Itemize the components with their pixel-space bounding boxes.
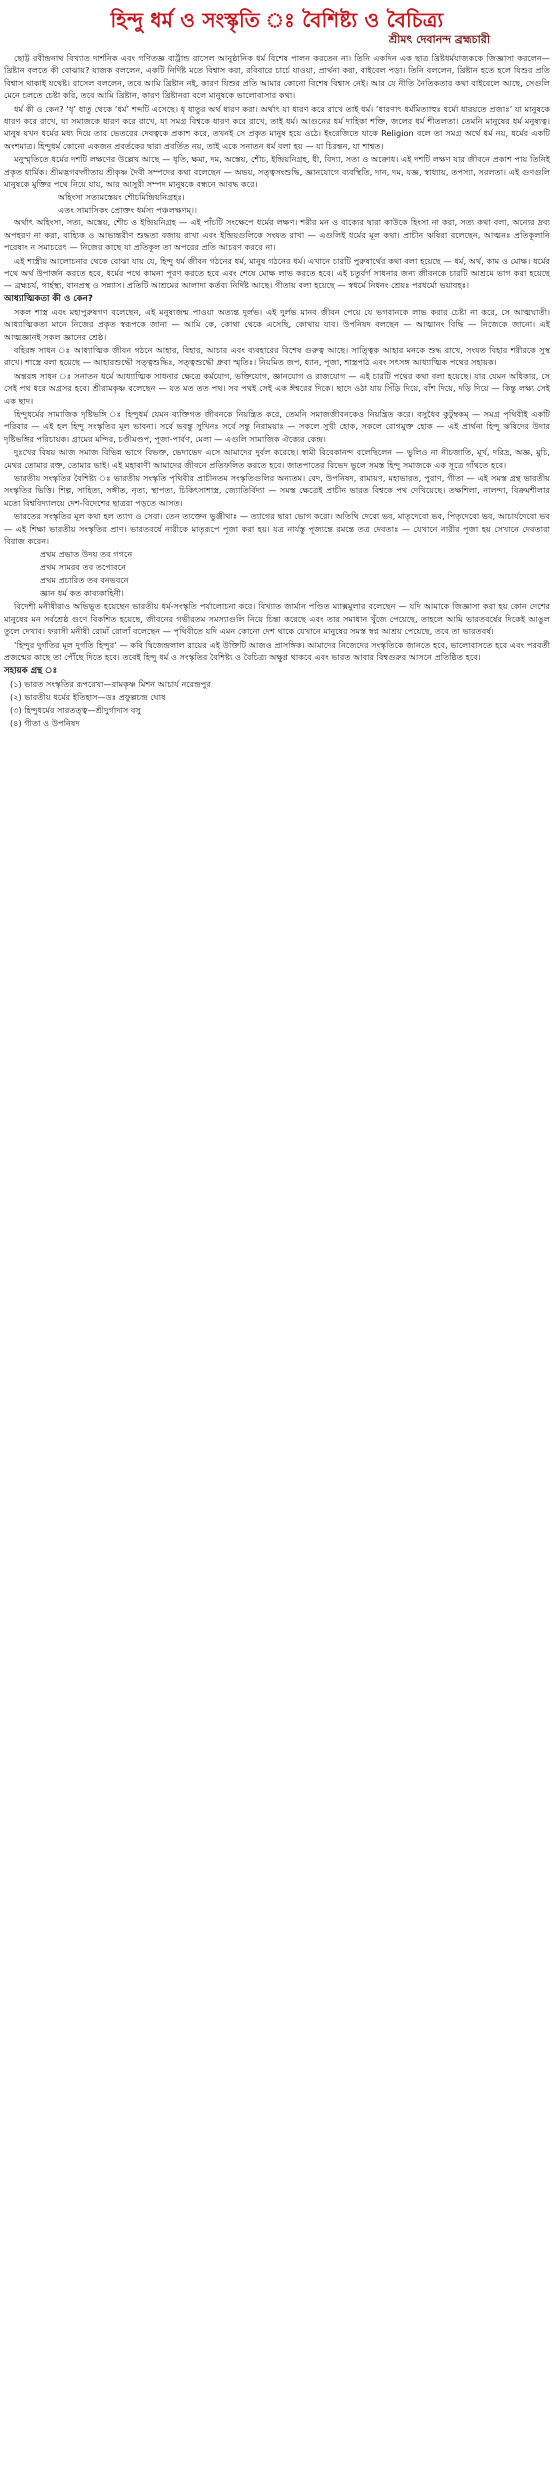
reference-item: (১) ভারত সংস্কৃতির রূপরেখা—রামকৃষ্ণ মিশন আচার্য নরেন্দ্রপুর xyxy=(10,679,211,690)
reference-item: (৩) হিন্দুধর্মের সারতত্ত্ব—শ্রীদুর্গাদাস বসু xyxy=(10,705,141,716)
article-author: শ্রীমৎ দেবানন্দ ব্রহ্মচারী xyxy=(388,33,490,46)
paragraph-intro: ছোট্ট রবীন্দ্রনাথ বিখ্যাত দার্শনিক এবং গণিতজ্ঞ বার্ট্রান্ড রাসেল আনুষ্ঠানিক ধর্ম বিশেষ পালন করতেন না। তিনি একদিন এক ছাত্র খ্রিষ্টধর্মযাজককে জিজ্ঞাসা করলেন—খ্রিষ্টান বলতে কী বোঝায়? যাজক বললেন, একটি নির্দিষ্ট মতে বিশ্বাস করা, রবিবারে চার্চে যাওয়া, প্রার্থনা করা, বাইবেল পড়া। তিনি বললেন, খ্রিষ্টান হতে হলে যিশুর প্রতি বিশ্বাস থাকাই যথেষ্ট। রাসেল বললেন, তবে আমি খ্রিষ্টান নই, কারণ যিশুর প্রতি আমার কোনো বিশেষ বিশ্বাস নেই। আর যে নীতি নৈতিকতার কথা বাইবেলে আছে, সেগুলি মেনে চলতে চেষ্টা করি, তবে আমি খ্রিষ্টান, কারণ খ্রিষ্টানরা বলে মানুষকে ভালোবাসার কথা। xyxy=(4,53,550,101)
paragraph-conclusion: ‘হিন্দুর দুর্গতির মূল দুর্গতি হিন্দুর’ — কবি দ্বিজেন্দ্রলাল রায়ের এই উক্তিটি আজও প্রাসঙ্গিক। আমাদের নিজেদের সংস্কৃতিকে জানতে হবে, ভালোবাসতে হবে এবং পরবর্তী প্রজন্মের কাছে তা পৌঁছে দিতে হবে। তবেই হিন্দু ধর্ম ও সংস্কৃতির বৈশিষ্ট্য ও বৈচিত্র্য অক্ষুণ্ণ থাকবে এবং ভারত আবার বিশ্বগুরুর আসনে প্রতিষ্ঠিত হবে। xyxy=(4,639,550,663)
poem-line-1: প্রথম প্রভাত উদয় তব গগনে xyxy=(40,549,133,560)
paragraph-purushartha: এই শাস্ত্রীয় আলোচনার থেকে বোঝা যায় যে, হিন্দু ধর্ম জীবন গঠনের ধর্ম, মানুষ গঠনের ধর্ম। এখানে চারটি পুরুষার্থের কথা বলা হয়েছে — ধর্ম, অর্থ, কাম ও মোক্ষ। ধর্মের পথে অর্থ উপার্জন করতে হবে, ধর্মের পথে কামনা পূরণ করতে হবে এবং শেষে মোক্ষ লাভ করতে হবে। এই চতুর্বর্গ সাধনার জন্য জীবনকে চারটি আশ্রমে ভাগ করা হয়েছে — ব্রহ্মচর্য, গার্হস্থ্য, বানপ্রস্থ ও সন্ন্যাস। প্রতিটি আশ্রমের আলাদা কর্তব্য নির্দিষ্ট আছে। গীতায় বলা হয়েছে — স্বধর্মে নিধনং শ্রেয়ঃ পরধর্মো ভয়াবহঃ। xyxy=(4,255,550,291)
paragraph-internal-practice: অন্তরঙ্গ সাধন ঃ সনাতন ধর্মে আধ্যাত্মিক সাধনার ক্ষেত্রে কর্মযোগ, ভক্তিযোগ, জ্ঞানযোগ ও রাজযোগ — এই চারটি পথের কথা বলা হয়েছে। যার যেমন অধিকার, সে সেই পথ ধরে অগ্রসর হবে। শ্রীরামকৃষ্ণ বলেছেন — যত মত তত পথ। সব পথই সেই এক ঈশ্বরের দিকে। ছাদে ওঠা যায় সিঁড়ি দিয়ে, বাঁশ দিয়ে, দড়ি দিয়ে — কিন্তু লক্ষ্য সেই এক ছাদ। xyxy=(4,370,550,406)
paragraph-external-practice: বহিরঙ্গ সাধন ঃ আধ্যাত্মিক জীবন গঠনে আহার, বিহার, আচার এবং ব্যবহারের বিশেষ গুরুত্ব আছে। সাত্ত্বিক আহার মনকে শুদ্ধ রাখে, সংযত বিহার শরীরকে সুস্থ রাখে। শাস্ত্রে বলা হয়েছে — আহারশুদ্ধৌ সত্ত্বশুদ্ধিঃ, সত্ত্বশুদ্ধৌ ধ্রুবা স্মৃতিঃ। নিয়মিত জপ, ধ্যান, পূজা, শাস্ত্রপাঠ এবং সৎসঙ্গ আধ্যাত্মিক পথের সহায়ক। xyxy=(4,344,550,368)
paragraph-sacrifice: ভারতের সংস্কৃতির মূল কথা হল ত্যাগ ও সেবা। তেন ত্যক্তেন ভুঞ্জীথাঃ — ত্যাগের দ্বারা ভোগ করো। অতিথি দেবো ভব, মাতৃদেবো ভব, পিতৃদেবো ভব, আচার্যদেবো ভব — এই শিক্ষা ভারতীয় সংস্কৃতির প্রাণ। ভারতবর্ষে নারীকে মাতৃরূপে পূজা করা হয়। যত্র নার্যস্তু পূজ্যন্তে রমন্তে তত্র দেবতাঃ — যেখানে নারীর পূজা হয় সেখানে দেবতারা বিরাজ করেন। xyxy=(4,511,550,547)
shloka-line-1: অহিংসা সত্যমস্তেয়ং শৌচমিন্দ্রিয়নিগ্রহঃ। xyxy=(58,192,185,203)
reference-item: (২) ভারতীয় ধর্মের ইতিহাস—ডঃ প্রফুল্লচন্দ্র ঘোষ xyxy=(10,692,166,703)
poem-line-2: প্রথম সামরব তব তপোবনে xyxy=(40,562,126,573)
article-title: হিন্দু ধর্ম ও সংস্কৃতি ঃ বৈশিষ্ট্য ও বৈচিত্র্য xyxy=(110,8,444,32)
paragraph-ahimsa: অর্থাৎ অহিংসা, সত্য, অস্তেয়, শৌচ ও ইন্দ্রিয়নিগ্রহ — এই পাঁচটি সংক্ষেপে ধর্মের লক্ষণ। শরীর মন ও বাক্যের দ্বারা কাউকে হিংসা না করা, সত্য কথা বলা, অন্যের দ্রব্য অপহরণ না করা, বাহ্যিক ও আভ্যন্তরীণ শুদ্ধতা বজায় রাখা এবং ইন্দ্রিয়গুলিকে সংযত রাখা — এগুলিই ধর্মের মূল কথা। প্রাচীন ঋষিরা বলেছেন, আত্মনঃ প্রতিকূলানি পরেষাং ন সমাচরেৎ — নিজের কাছে যা প্রতিকূল তা অপরের প্রতি আচরণ করবে না। xyxy=(4,217,550,253)
references-heading: সহায়ক গ্রন্থ ঃ xyxy=(4,666,58,677)
shloka-line-2: এতং সামাসিকং প্রোক্তং ধর্মস্য পঞ্চলক্ষণম্।। xyxy=(58,204,198,215)
section-heading-spirituality: আধ্যাত্মিকতা কী ও কেন? xyxy=(4,293,93,304)
poem-line-4: জ্ঞান ধর্ম কত কাব্যকাহিনী। xyxy=(40,588,124,599)
paragraph-culture: ভারতীয় সংস্কৃতির বৈশিষ্ট্য ঃ ভারতীয় সংস্কৃতি পৃথিবীর প্রাচীনতম সংস্কৃতিগুলির অন্যতম। বেদ, উপনিষদ, রামায়ণ, মহাভারত, পুরাণ, গীতা — এই সমস্ত গ্রন্থ ভারতীয় সংস্কৃতির ভিত্তি। শিল্প, সাহিত্য, সঙ্গীত, নৃত্য, স্থাপত্য, চিকিৎসাশাস্ত্র, জ্যোতির্বিদ্যা — সমস্ত ক্ষেত্রেই প্রাচীন ভারত বিশ্বকে পথ দেখিয়েছে। তক্ষশিলা, নালন্দা, বিক্রমশীলার মতো বিশ্ববিদ্যালয়ে দেশ-বিদেশের ছাত্ররা পড়তে আসত। xyxy=(4,473,550,508)
poem-line-3: প্রথম প্রচারিত তব বনভবনে xyxy=(40,575,129,586)
paragraph-social-unity: দুঃখের বিষয় আজ সমাজ বিভিন্ন ভাগে বিভক্ত, ভেদাভেদ এসে আমাদের দুর্বল করেছে। স্বামী বিবেকানন্দ বলেছিলেন — ভুলিও না নীচজাতি, মূর্খ, দরিদ্র, অজ্ঞ, মুচি, মেথর তোমার রক্ত, তোমার ভাই। এই মহাবাণী আমাদের জীবনে প্রতিফলিত করতে হবে। জাতপাতের বিভেদ ভুলে সমস্ত হিন্দু সমাজকে এক সূত্রে গাঁথতে হবে। xyxy=(4,447,550,470)
paragraph-manusmriti: মনুস্মৃতিতে ধর্মের দশটি লক্ষণের উল্লেখ আছে — ধৃতি, ক্ষমা, দম, অস্তেয়, শৌচ, ইন্দ্রিয়নিগ্রহ, ধী, বিদ্যা, সত্য ও অক্রোধ। এই দশটি লক্ষণ যার জীবনে প্রকাশ পায় তিনিই প্রকৃত ধার্মিক। শ্রীমদ্ভগবদ্গীতায় শ্রীকৃষ্ণ দৈবী সম্পদের কথা বলেছেন — অভয়, সত্ত্বসংশুদ্ধি, জ্ঞানযোগে ব্যবস্থিতি, দান, দম, যজ্ঞ, স্বাধ্যায়, তপস্যা, সরলতা। এই গুণগুলি মানুষকে মুক্তির পথে নিয়ে যায়, আর আসুরী সম্পদ মানুষকে বন্ধনে আবদ্ধ করে। xyxy=(4,154,550,190)
paragraph-dharma: ধর্ম কী ও কেন? ‘ধৃ’ ধাতু থেকে ‘ধর্ম’ শব্দটি এসেছে। ধৃ ধাতুর অর্থ ধারণ করা। অর্থাৎ যা ধারণ করে রাখে তাই ধর্ম। ‘ধারণাৎ ধর্মমিত্যাহুঃ ধর্মো ধারয়তে প্রজাঃ’ যা মানুষকে ধারণ করে রাখে, যা সমাজকে ধারণ করে রাখে, যা সমগ্র বিশ্বকে ধারণ করে রাখে, তাই ধর্ম। আগুনের ধর্ম দাহিকা শক্তি, জলের ধর্ম শীতলতা। তেমনি মানুষের ধর্ম মনুষ্যত্ব। মানুষ যখন ধর্মের মধ্য দিয়ে তার ভেতরের দেবত্বকে প্রকাশ করে, তখনই সে প্রকৃত মানুষ হয়ে ওঠে। ইংরেজিতে যাকে Religion বলে তা সমগ্র অর্থে ধর্ম নয়, ধর্মের একটি অংশমাত্র। হিন্দুধর্ম কোনো একজন প্রবর্তকের দ্বারা প্রবর্তিত নয়, তাই একে সনাতন ধর্ম বলা হয় — যা চিরন্তন, যা শাশ্বত। xyxy=(4,103,550,151)
paragraph-social-view: হিন্দুধর্মের সামাজিক দৃষ্টিভঙ্গি ঃ হিন্দুধর্ম যেমন ব্যক্তিগত জীবনকে নিয়ন্ত্রিত করে, তেমনি সমাজজীবনকেও নিয়ন্ত্রিত করে। বসুধৈব কুটুম্বকম্ — সমগ্র পৃথিবীই একটি পরিবার — এই হল হিন্দু সংস্কৃতির মূল ভাবনা। সর্বে ভবন্তু সুখিনঃ সর্বে সন্তু নিরাময়াঃ — সকলে সুখী হোক, সকলে রোগমুক্ত হোক — এই প্রার্থনা হিন্দু ঋষিদের উদার দৃষ্টিভঙ্গির পরিচায়ক। গ্রামের মন্দির, চণ্ডীমণ্ডপ, পূজা-পার্বণ, মেলা — এগুলি সামাজিক ঐক্যের কেন্দ্র। xyxy=(4,408,550,444)
paragraph-spirituality: সকল শাস্ত্র এবং মহাপুরুষগণ বলেছেন, এই মনুষ্যজন্ম পাওয়া অত্যন্ত দুর্লভ। এই দুর্লভ মানব জীবন পেয়ে যে ভগবানকে লাভ করার চেষ্টা না করে, সে আত্মঘাতী। আধ্যাত্মিকতা মানে নিজের প্রকৃত স্বরূপকে জানা — আমি কে, কোথা থেকে এসেছি, কোথায় যাব। উপনিষদ বলছেন — আত্মানং বিদ্ধি — নিজেকে জানো। এই আত্মজ্ঞানই সকল জ্ঞানের শ্রেষ্ঠ। xyxy=(4,306,550,342)
paragraph-foreign-scholars: বিদেশী মনীষীরাও অভিভূত হয়েছেন ভারতীয় ধর্ম-সংস্কৃতি পর্যালোচনা করে। বিখ্যাত জার্মান পণ্ডিত ম্যাক্সমুলার বলেছেন — যদি আমাকে জিজ্ঞাসা করা হয় কোন দেশের মানুষের মন সর্বশ্রেষ্ঠ গুণে বিকশিত হয়েছে, জীবনের গভীরতম সমস্যাগুলি নিয়ে চিন্তা করেছে এবং তার সমাধান খুঁজে পেয়েছে, তাহলে আমি ভারতবর্ষের দিকেই আঙুল তুলে দেখাব। ফরাসী মনীষী রোমাঁ রোলাঁ বলেছেন — পৃথিবীতে যদি এমন কোনো দেশ থাকে যেখানে মানুষের সমস্ত স্বপ্ন আশ্রয় পেয়েছে, তবে তা ভারতবর্ষ। xyxy=(4,601,550,637)
reference-item: (৪) গীতা ও উপনিষদ xyxy=(10,718,80,729)
